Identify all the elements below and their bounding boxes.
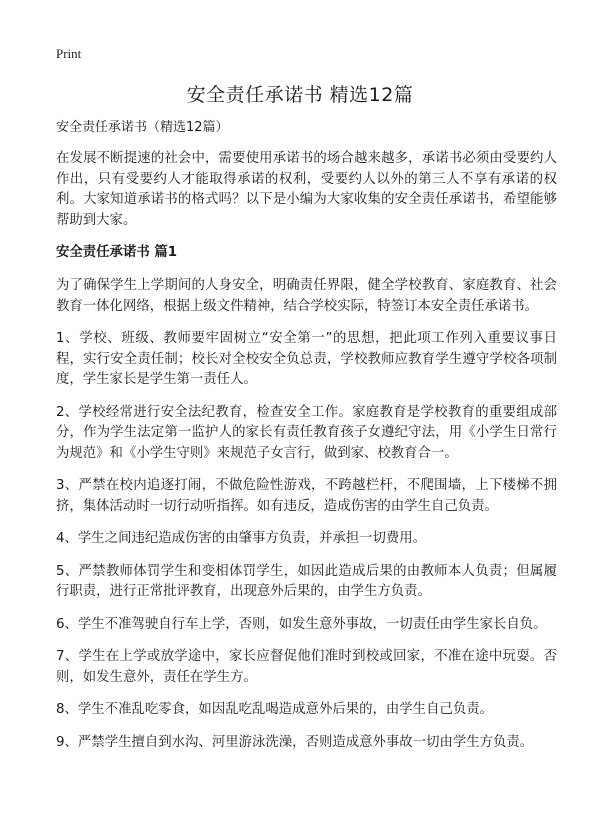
section-intro-paragraph: 为了确保学生上学期间的人身安全，明确责任界限，健全学校教育、家庭教育、社会教育一体化网络，根据上级文件精神，结合学校实际，特签订本安全责任承诺书。 — [56, 278, 557, 314]
section-heading: 安全责任承诺书 篇1 — [56, 245, 178, 260]
item-paragraph-1: 1、学校、班级、教师要牢固树立“安全第一”的思想，把此项工作列入重要议事日程，实行安全责任制；校长对全校安全负总责，学校教师应教育学生遵守学校各项制度，学生家长是学生第一责任人。 — [56, 331, 557, 387]
item-paragraph-7: 7、学生在上学或放学途中，家长应督促他们准时到校或回家，不准在途中玩耍。否则，如发生意外，责任在学生方。 — [56, 649, 557, 685]
item-paragraph-3: 3、严禁在校内追逐打闹，不做危险性游戏，不跨越栏杆，不爬围墙，上下楼梯不拥挤，集体活动时一切行动听指挥。如有违反，造成伤害的由学生自己负责。 — [56, 478, 557, 514]
item-paragraph-6: 6、学生不准驾驶自行车上学，否则，如发生意外事故，一切责任由学生家长自负。 — [56, 616, 547, 632]
print-link[interactable]: Print — [56, 46, 82, 61]
item-paragraph-2: 2、学校经常进行安全法纪教育，检查安全工作。家庭教育是学校教育的重要组成部分，作为学生法定第一监护人的家长有责任教育孩子女遵纪守法，用《小学生日常行为规范》和《小学生守则》来规范子女言行，做到家、校教育合一。 — [56, 404, 557, 461]
item-paragraph-8: 8、学生不准乱吃零食，如因乱吃乱喝造成意外后果的，由学生自己负责。 — [56, 702, 494, 717]
item-paragraph-4: 4、学生之间违纪造成伤害的由肇事方负责，并承担一切费用。 — [56, 531, 427, 546]
document-body — [56, 118, 557, 765]
document-title: 安全责任承诺书 精选12篇 — [186, 84, 414, 106]
item-paragraph-5: 5、严禁教师体罚学生和变相体罚学生，如因此造成后果的由教师本人负责；但属履行职责，进行正常批评教育，出现意外后果的，由学生方负责。 — [56, 563, 557, 599]
item-paragraph-9: 9、严禁学生擅自到水沟、河里游泳洗澡，否则造成意外事故一切由学生方负责。 — [56, 734, 534, 750]
intro-paragraph: 在发展不断提速的社会中，需要使用承诺书的场合越来越多，承诺书必须由受要约人作出，只有受要约人才能取得承诺的权利，受要约人以外的第三人不享有承诺的权利。大家知道承诺书的格式吗？以下是小编为大家收集的安全责任承诺书，希望能够帮助到大家。 — [56, 151, 557, 228]
document-subtitle: 安全责任承诺书（精选12篇） — [56, 120, 229, 135]
